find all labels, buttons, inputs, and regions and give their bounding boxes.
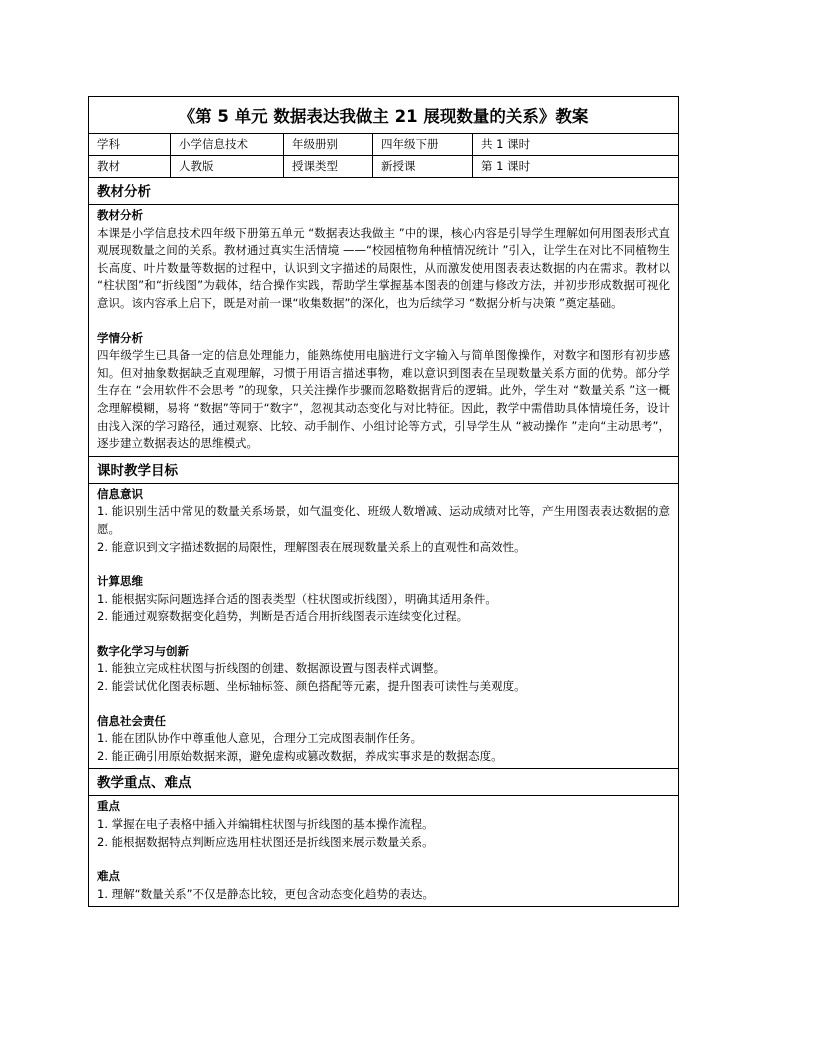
- textbook-label: 教材: [89, 156, 171, 177]
- lesson-plan-table: [88, 96, 679, 907]
- learner-analysis-title: 学情分析: [97, 330, 143, 345]
- goal-group-title: 数字化学习与创新: [97, 643, 189, 658]
- document-title: 《第 5 单元 数据表达我做主 21 展现数量的关系》教案: [89, 97, 678, 134]
- textbook-analysis-title: 教材分析: [97, 208, 143, 222]
- lesson-type-label: 授课类型: [284, 156, 373, 177]
- textbook-analysis-text: 本课是小学信息技术四年级下册第五单元 “数据表达我做主 ”中的课，核心内容是引导学生理解如何用图表形式直观展现数量之间的关系。教材通过真实生活情境 ——“校园植物角种植情况统计 ”引入，让学生在对比不同植物生长高度、叶片数量等数据的过程中，认识到文字描述的局限性，从而激发使用图表表达数据的内在需求。教材以 “柱状图”和“折线图”为载体，结合操作实践，帮助学生掌握基本图表的创建与修改方法，并初步形成数据可视化意识。该内容承上启下，既是对前一课“收集数据”的深化，也为后续学习 “数据分析与决策 ”奠定基础。: [97, 225, 670, 310]
- goal-item: 1. 能识别生活中常见的数量关系场景，如气温变化、班级人数增减、运动成绩对比等，产生用图表表达数据的意愿。: [97, 504, 670, 536]
- grade-label: 年级册别: [284, 134, 373, 155]
- learner-analysis-text: 四年级学生已具备一定的信息处理能力，能熟练使用电脑进行文字输入与简单图像操作，对数字和图形有初步感知。但对抽象数据缺乏直观理解，习惯于用语言描述事物，难以意识到图表在呈现数量关系方面的优势。部分学生存在 “会用软件不会思考 ”的现象，只关注操作步骤而忽略数据背后的逻辑。此外，学生对 “数量关系 ”这一概念理解模糊，易将 “数据”等同于“数字”，忽视其动态变化与对比特征。因此，教学中需借助具体情境任务，设计由浅入深的学习路径，通过观察、比较、动手制作、小组讨论等方式，引导学生从 “被动操作 ”走向“主动思考”，逐步建立数据表达的思维模式。: [97, 348, 670, 451]
- goal-item: 2. 能尝试优化图表标题、坐标轴标签、颜色搭配等元素，提升图表可读性与美观度。: [97, 679, 526, 694]
- current-period: 第 1 课时: [481, 159, 531, 173]
- section-body-keypoints: [89, 796, 678, 906]
- goal-item: 2. 能正确引用原始数据来源，避免虚构或篡改数据，养成实事求是的数据态度。: [97, 748, 503, 763]
- goal-group-title: 计算思维: [97, 574, 143, 589]
- key-point-item: 1. 掌握在电子表格中插入并编辑柱状图与折线图的基本操作流程。: [97, 817, 434, 832]
- lesson-type-value: 新授课: [373, 156, 473, 177]
- info-row-2: [89, 156, 678, 178]
- goal-group-title: 信息社会责任: [97, 713, 166, 728]
- difficult-point-item: 1. 理解“数量关系”不仅是静态比较，更包含动态变化趋势的表达。: [97, 886, 435, 901]
- difficult-points-title: 难点: [97, 869, 120, 884]
- subject-value: 小学信息技术: [171, 134, 284, 155]
- goal-item: 1. 能独立完成柱状图与折线图的创建、数据源设置与图表样式调整。: [97, 661, 446, 676]
- goal-item: 1. 能在团队协作中尊重他人意见，合理分工完成图表制作任务。: [97, 731, 423, 746]
- section-heading-analysis: 教材分析: [89, 178, 678, 205]
- goal-item: 2. 能通过观察数据变化趋势，判断是否适合用折线图表示连续变化过程。: [97, 609, 469, 624]
- key-points-title: 重点: [97, 799, 120, 814]
- info-row-1: [89, 134, 678, 156]
- section-body-goals: [89, 484, 678, 770]
- goal-item: 1. 能根据实际问题选择合适的图表类型（柱状图或折线图），明确其适用条件。: [97, 591, 497, 606]
- grade-value: 四年级下册: [373, 134, 473, 155]
- goal-group-title: 信息意识: [97, 486, 143, 501]
- textbook-value: 人教版: [171, 156, 284, 177]
- key-point-item: 2. 能根据数据特点判断应选用柱状图还是折线图来展示数量关系。: [97, 834, 434, 849]
- goal-item: 2. 能意识到文字描述数据的局限性，理解图表在展现数量关系上的直观性和高效性。: [97, 539, 526, 554]
- section-heading-keypoints: 教学重点、难点: [89, 769, 678, 796]
- subject-label: 学科: [89, 134, 171, 155]
- section-heading-goals: 课时教学目标: [89, 457, 678, 484]
- total-periods: 共 1 课时: [481, 137, 531, 151]
- section-body-analysis: [89, 205, 678, 457]
